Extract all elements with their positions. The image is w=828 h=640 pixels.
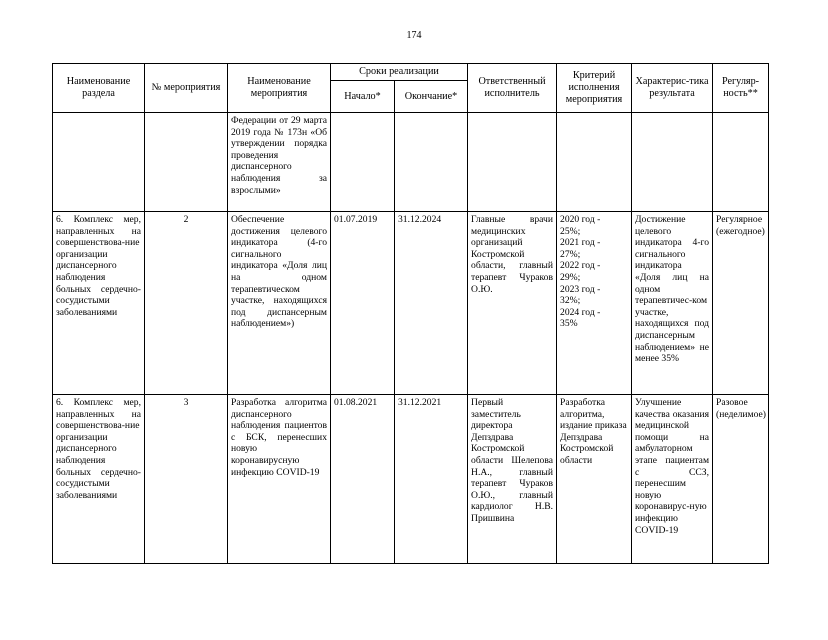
cell-section: 6. Комплекс мер, направленных на совершенствова-ние организации диспансерного наблюдения больных сердечно-сосудистыми заболеваниями — [53, 395, 145, 564]
header-end: Окончание* — [395, 81, 468, 113]
cell-regularity: Разовое (неделимое) — [713, 395, 769, 564]
cell-result: Улучшение качества оказания медицинской помощи на амбулаторном этапе пациентам с ССЗ, перенесшим новую коронавирус-ную инфекцию COVID-19 — [632, 395, 713, 564]
table-row-continuation — [53, 113, 769, 212]
header-name: Наименование мероприятия — [228, 64, 331, 113]
cell-number: 3 — [145, 395, 228, 564]
cell-responsible: Главные врачи медицинских организаций Костромской области, главный терапевт Чураков О.Ю. — [468, 212, 557, 395]
cell-start: 01.08.2021 — [331, 395, 395, 564]
cell-result — [632, 113, 713, 212]
cell-section — [53, 113, 145, 212]
cell-criterion: 2020 год - 25%; 2021 год - 27%; 2022 год - 29%; 2023 год - 32%; 2024 год - 35% — [557, 212, 632, 395]
cell-result: Достижение целевого индикатора 4-го сигнального индикатора «Доля лиц на одном терапевтичес-ком участке, находящихся под диспансерным наблюдением» не менее 35% — [632, 212, 713, 395]
measures-table — [52, 63, 769, 564]
header-number: № мероприятия — [145, 64, 228, 113]
page-number: 174 — [406, 30, 422, 41]
cell-section: 6. Комплекс мер, направленных на совершенствова-ние организации диспансерного наблюдения больных сердечно-сосудистыми заболеваниями — [53, 212, 145, 395]
header-regularity: Регуляр-ность** — [713, 64, 769, 113]
cell-criterion — [557, 113, 632, 212]
header-timing: Сроки реализации — [331, 64, 468, 81]
table-row — [53, 395, 769, 564]
cell-end: 31.12.2021 — [395, 395, 468, 564]
cell-regularity: Регулярное (ежегодное) — [713, 212, 769, 395]
cell-name: Разработка алгоритма диспансерного наблюдения пациентов с БСК, перенесших новую коронавирусную инфекцию COVID-19 — [228, 395, 331, 564]
cell-responsible — [468, 113, 557, 212]
table-header — [53, 64, 769, 113]
cell-end: 31.12.2024 — [395, 212, 468, 395]
header-section: Наименование раздела — [53, 64, 145, 113]
cell-number: 2 — [145, 212, 228, 395]
cell-start: 01.07.2019 — [331, 212, 395, 395]
header-responsible: Ответственный исполнитель — [468, 64, 557, 113]
cell-regularity — [713, 113, 769, 212]
header-start: Начало* — [331, 81, 395, 113]
cell-number — [145, 113, 228, 212]
cell-name: Обеспечение достижения целевого индикатора (4-го сигнального индикатора «Доля лиц на одном терапевтическом участке, находящихся под диспансерным наблюдением») — [228, 212, 331, 395]
cell-criterion: Разработка алгоритма, издание приказа Депздрава Костромской области — [557, 395, 632, 564]
cell-start — [331, 113, 395, 212]
cell-name: Федерации от 29 марта 2019 года № 173н «Об утверждении порядка проведения диспансерного наблюдения за взрослыми» — [228, 113, 331, 212]
cell-responsible: Первый заместитель директора Депздрава Костромской области Шелепова Н.А., главный терапевт Чураков О.Ю., главный кардиолог Н.В. Пришвина — [468, 395, 557, 564]
table-row — [53, 212, 769, 395]
cell-end — [395, 113, 468, 212]
header-criterion: Критерий исполнения мероприятия — [557, 64, 632, 113]
header-result: Характерис-тика результата — [632, 64, 713, 113]
